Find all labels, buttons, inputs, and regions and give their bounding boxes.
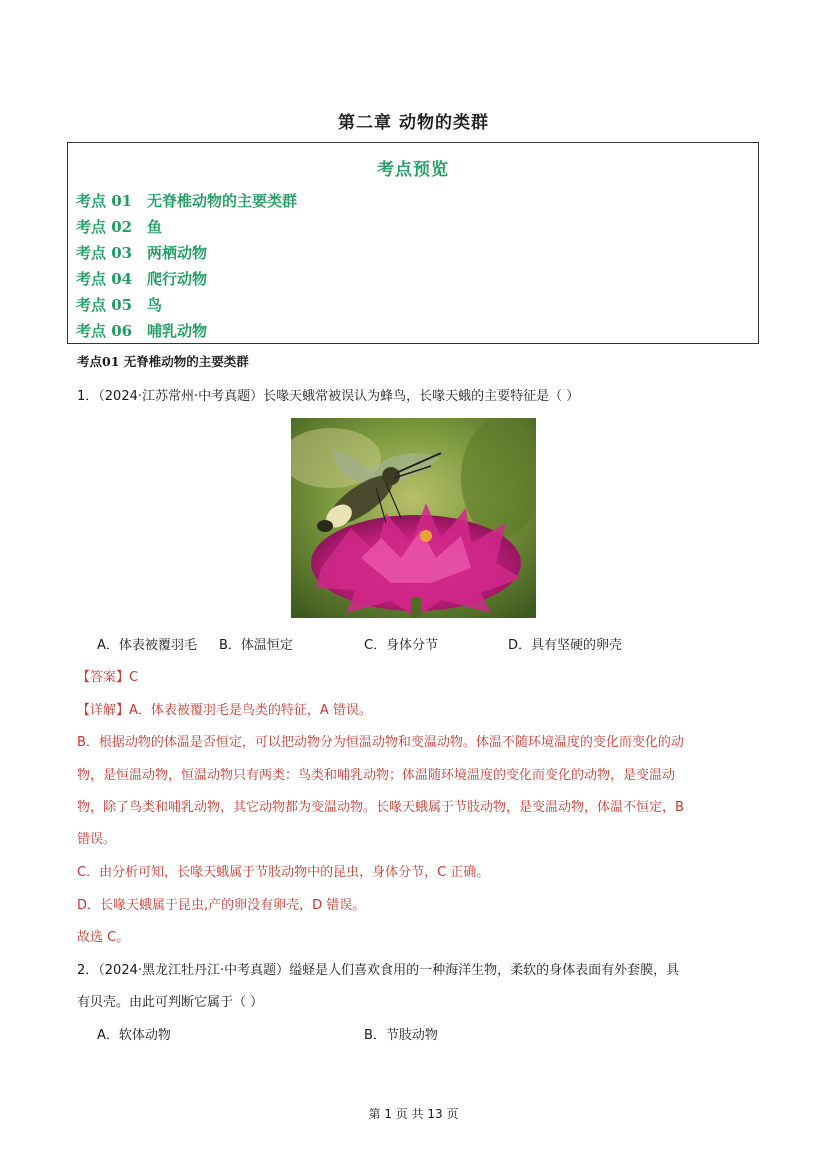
q1-detail-line: 物，除了鸟类和哺乳动物，其它动物都为变温动物。长喙天蛾属于节肢动物，是变温动物，体温不恒定，B <box>77 800 684 815</box>
preview-title: 考点预览 <box>377 160 449 180</box>
preview-item-code: 考点 03 <box>76 244 133 262</box>
preview-item <box>76 214 297 240</box>
preview-box <box>67 142 759 344</box>
chapter-title: 第二章 动物的类群 <box>338 113 489 133</box>
q2-option-a: A．软体动物 <box>97 1028 171 1043</box>
preview-item-code: 考点 06 <box>76 322 133 340</box>
q1-detail-line: 错误。 <box>77 832 117 847</box>
section-heading: 考点01 无脊椎动物的主要类群 <box>77 354 249 369</box>
preview-item <box>76 266 297 292</box>
q1-option-d: D．具有坚硬的卵壳 <box>508 638 623 653</box>
preview-item-code: 考点 04 <box>76 270 133 288</box>
q2-option-b: B．节肢动物 <box>364 1028 438 1043</box>
q1-detail-line: B．根据动物的体温是否恒定，可以把动物分为恒温动物和变温动物。体温不随环境温度的变化而变化的动 <box>77 735 684 750</box>
q1-detail-line: 故选 C。 <box>77 930 130 945</box>
preview-item-code: 考点 02 <box>76 218 133 236</box>
question-2-stem: 有贝壳。由此可判断它属于（ ） <box>77 995 264 1010</box>
preview-list <box>76 188 297 344</box>
q1-option-b: B．体温恒定 <box>219 638 293 653</box>
page-footer: 第 1 页 共 13 页 <box>368 1107 459 1121</box>
preview-item-name: 鸟 <box>147 296 163 314</box>
preview-item-name: 两栖动物 <box>147 244 208 262</box>
preview-item <box>76 292 297 318</box>
question-2-stem: 2．（2024·黑龙江牡丹江·中考真题）缢蛏是人们喜欢食用的一种海洋生物，柔软的身体表面有外套膜，具 <box>77 963 680 978</box>
preview-item-code: 考点 01 <box>76 192 133 210</box>
preview-item-name: 无脊椎动物的主要类群 <box>147 192 298 210</box>
q1-detail-line: C．由分析可知，长喙天蛾属于节肢动物中的昆虫，身体分节，C 正确。 <box>77 865 490 880</box>
question-1-stem: 1．（2024·江苏常州·中考真题）长喙天蛾常被误认为蜂鸟，长喙天蛾的主要特征是（ ） <box>77 389 580 404</box>
preview-item-name: 哺乳动物 <box>147 322 208 340</box>
preview-item-name: 鱼 <box>147 218 163 236</box>
q1-detail-line: D．长喙天蛾属于昆虫,产的卵没有卵壳，D 错误。 <box>77 898 366 913</box>
moth-on-flower-photo <box>291 418 536 618</box>
q1-detail-line: 物，是恒温动物，恒温动物只有两类：鸟类和哺乳动物；体温随环境温度的变化而变化的动物，是变温动 <box>77 768 676 783</box>
answer-value: C <box>129 670 139 685</box>
preview-item <box>76 188 297 214</box>
preview-item-name: 爬行动物 <box>147 270 208 288</box>
q1-option-c: C．身体分节 <box>364 638 439 653</box>
preview-item-code: 考点 05 <box>76 296 133 314</box>
answer-label: 【答案】 <box>77 670 130 685</box>
detail-label: 【详解】 <box>77 703 130 718</box>
q1-detail-line <box>77 699 372 718</box>
preview-item <box>76 318 297 344</box>
detail-text: A．体表被覆羽毛是鸟类的特征，A 错误。 <box>129 703 372 718</box>
preview-item <box>76 240 297 266</box>
q1-answer <box>77 666 138 685</box>
q1-option-a: A．体表被覆羽毛 <box>97 638 197 653</box>
